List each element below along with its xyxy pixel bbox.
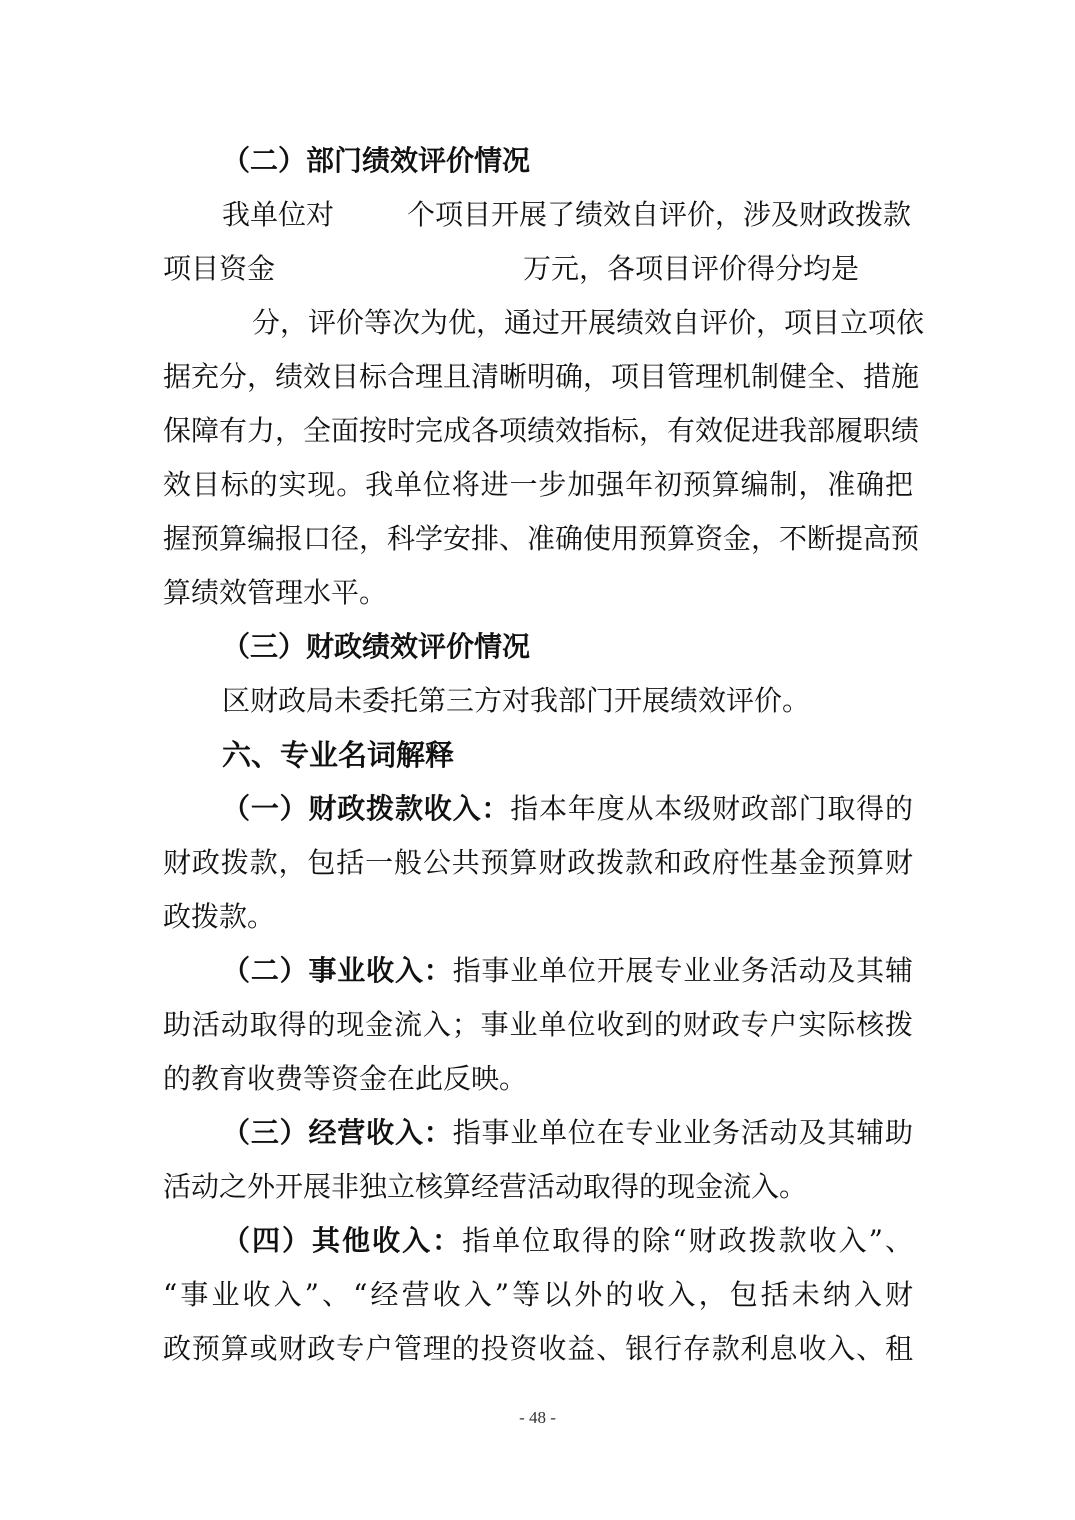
paragraph-line [222,197,913,233]
paragraph-line: 握预算编报口径，科学安排、准确使用预算资金，不断提高预 [163,522,920,555]
paragraph-line: 活动之外开展非独立核算经营活动取得的现金流入。 [163,1170,808,1203]
paragraph-line: 助活动取得的现金流入；事业单位收到的财政专户实际核拨 [163,1008,913,1041]
text-run: 个项目开展了绩效自评价，涉及财政拨款 [407,198,912,231]
term-label: （二）事业收入： [222,954,453,987]
term-definition: 指事业单位开展专业业务活动及其辅 [452,954,913,987]
page-number: - 48 - [519,1408,556,1427]
paragraph-line: 效目标的实现。我单位将进一步加强年初预算编制，准确把 [163,468,913,501]
paragraph-line: 算绩效管理水平。 [163,576,388,609]
text-run: 万元，各项目评价得分均是 [523,252,860,285]
term-definition: 指本年度从本级财政部门取得的 [510,792,913,825]
paragraph-line: 区财政局未委托第三方对我部门开展绩效评价。 [222,684,811,717]
paragraph-line: 政拨款。 [163,900,276,933]
term-definition: 指事业单位在专业业务活动及其辅助 [452,1116,913,1149]
paragraph-line: 保障有力，全面按时完成各项绩效指标，有效促进我部履职绩 [163,414,920,447]
text-run: 我单位对 [222,198,335,231]
term-label: （三）经营收入： [222,1116,453,1149]
paragraph-line: 据充分，绩效目标合理且清晰明确，项目管理机制健全、措施 [163,360,920,393]
paragraph-line: 的教育收费等资金在此反映。 [163,1062,528,1095]
term-label: （一）财政拨款收入： [222,792,511,825]
paragraph-line: 分，评价等次为优，通过开展绩效自评价，项目立项依 [252,306,925,339]
term-label: （四）其他收入： [222,1224,463,1257]
term-definition: 指单位取得的除“财政拨款收入”、 [462,1224,913,1257]
glossary-item-other-income [222,1223,913,1259]
paragraph-line: 财政拨款，包括一般公共预算财政拨款和政府性基金预算财 [163,846,913,879]
chapter-heading-glossary: 六、专业名词解释 [222,738,455,772]
glossary-item-business-income [222,953,913,989]
text-run: 项目资金 [163,252,276,285]
section-heading-dept-evaluation: （二）部门绩效评价情况 [222,144,531,177]
paragraph-line: “事业收入”、“经营收入”等以外的收入，包括未纳入财 [163,1278,913,1311]
section-heading-fiscal-evaluation: （三）财政绩效评价情况 [222,630,531,663]
paragraph-line: 政预算或财政专户管理的投资收益、银行存款利息收入、租 [163,1332,913,1365]
glossary-item-operating-income [222,1115,913,1151]
paragraph-line [163,251,913,287]
glossary-item-fiscal-appropriation [222,791,913,827]
